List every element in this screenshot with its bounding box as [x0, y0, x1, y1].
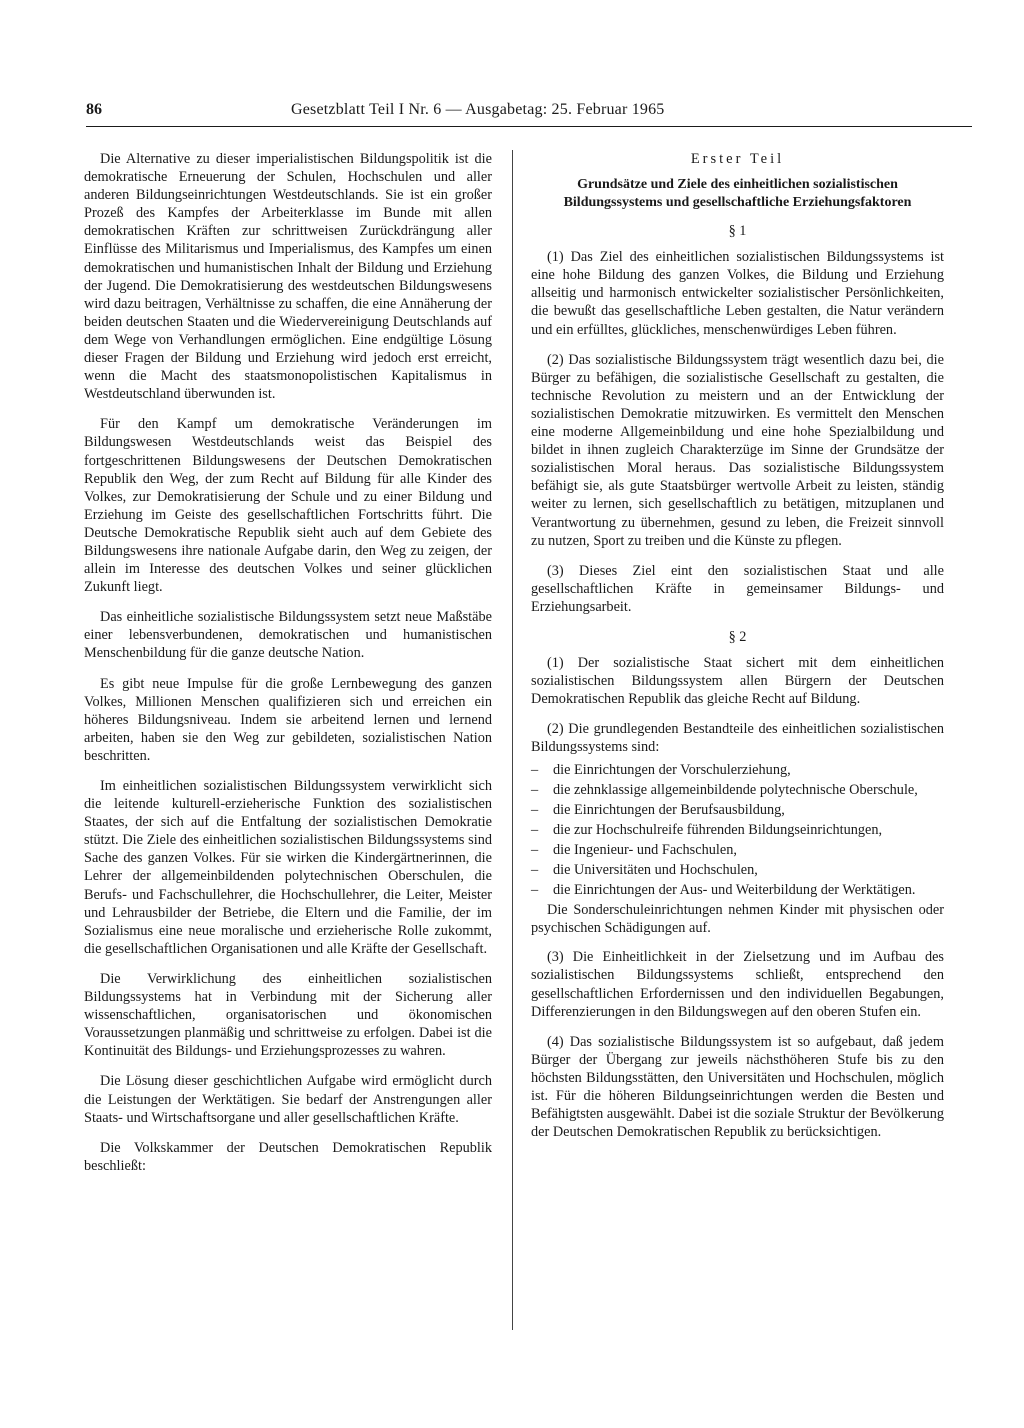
left-column [84, 150, 492, 1348]
section-mark-1: § 1 [728, 223, 747, 240]
list-item: – die Universitäten und Hochschulen, [531, 861, 944, 879]
page-number: 86 [86, 101, 102, 118]
list-item: – die Einrichtungen der Aus- und Weiterbildung der Werktätigen. [531, 881, 944, 899]
paragraph: (3) Die Einheitlichkeit in der Zielsetzung und im Aufbau des sozialistischen Bildungssystems schließt, entsprechend den gesellschaftlichen Erfordernissen und den individuellen Begabungen, Differenzierungen in den Bildungswegen auf den oberen Stufen ein. [531, 949, 944, 1020]
paragraph: Das einheitliche sozialistische Bildungssystem setzt neue Maßstäbe einer lebensverbundenen, demokratischen und humanistischen Menschenbildung für die ganze deutsche Nation. [84, 609, 492, 662]
header-title: Gesetzblatt Teil I Nr. 6 — Ausgabetag: 25. Februar 1965 [291, 101, 665, 118]
paragraph: Im einheitlichen sozialistischen Bildungssystem verwirklicht sich die leitende kulturell-erzieherische Funktion des sozialistischen Staates, der sich auf die Entfaltung der sozialistischen Demokratie stützt. Die Ziele des einheitlichen sozialistischen Bildungssystems sind Sache des ganzen Volkes. Für sie wirken die Kindergärtnerinnen, die Lehrer der allgemeinbildenden polytechnischen Oberschulen, die Berufs- und Fachschullehrer, die Hochschullehrer, die Leiter, Meister und Lehrausbilder der Betriebe, die Eltern und die Familie, der im Sozialismus eine neue moralische und erzieherische Rolle zukommt, die gesellschaftlichen Organisationen und alle Kräfte der Gesellschaft. [84, 778, 492, 957]
part-title: Grundsätze und Ziele des einheitlichen sozialistischen Bildungssystems und gesellschaftliche Erziehungsfaktoren [563, 177, 912, 211]
part-heading: Erster Teil [690, 151, 785, 167]
paragraph: (2) Das sozialistische Bildungssystem trägt wesentlich dazu bei, die Bürger zu befähigen, die sozialistische Gesellschaft zu gestalten, die technische Revolution zu meistern und an der Entwicklung der sozialistischen Demokratie mitzuwirken. Es vermittelt den Menschen eine moderne Allgemeinbildung und eine hohe Spezialbildung und bildet in ihnen zugleich Charakterzüge im Sinne der Grundsätze der sozialistischen Moral heraus. Das sozialistische Bildungssystem befähigt sie, als gute Staatsbürger wertvolle Arbeit zu leisten, ständig weiter zu lernen, sich gesellschaftlich zu betätigen, mitzuplanen und Verantwortung zu übernehmen, gesund zu leben, die Freizeit sinnvoll zu nutzen, Sport zu treiben und die Künste zu pflegen. [531, 351, 944, 549]
list-item: – die zehnklassige allgemeinbildende polytechnische Oberschule, [531, 781, 944, 799]
paragraph: (2) Die grundlegenden Bestandteile des einheitlichen sozialistischen Bildungssystems sind: [531, 721, 944, 756]
paragraph: Die Sonderschuleinrichtungen nehmen Kinder mit physischen oder psychischen Schädigungen auf. [531, 902, 944, 937]
paragraph: Die Lösung dieser geschichtlichen Aufgabe wird ermöglicht durch die Leistungen der Werktätigen. Sie bedarf der Anstrengungen aller Staats- und Wirtschaftsorgane und aller gesellschaftlichen Kräfte. [84, 1073, 492, 1126]
paragraph: Die Verwirklichung des einheitlichen sozialistischen Bildungssystems hat in Verbindung mit der Sicherung aller wissenschaftlichen, organisatorischen und ökonomischen Voraussetzungen planmäßig und schrittweise zu erfolgen. Dabei ist die Kontinuität des Bildungs- und Erziehungsprozesses zu wahren. [84, 970, 492, 1060]
column-divider [512, 150, 513, 1330]
paragraph: (1) Der sozialistische Staat sichert mit dem einheitlichen sozialistischen Bildungssystem allen Bürgern der Deutschen Demokratischen Republik das gleiche Recht auf Bildung. [531, 655, 944, 708]
paragraph: Die Volkskammer der Deutschen Demokratischen Republik beschließt: [84, 1139, 492, 1174]
list-item: – die Einrichtungen der Vorschulerziehung, [531, 761, 944, 779]
page-header [86, 100, 972, 127]
paragraph: Die Alternative zu dieser imperialistischen Bildungspolitik ist die demokratische Erneuerung der Schulen, Hochschulen und aller anderen Bildungseinrichtungen Westdeutschlands. Sie ist ein großer Prozeß des Kampfes der Arbeiterklasse im Bunde mit allen demokratischen Kräften zur schrittweisen Zurückdrängung aller Einflüsse des Militarismus und Imperialismus, des Kampfes um einen demokratischen und humanistischen Inhalt der Bildung und Erziehung der Jugend. Die Demokratisierung des westdeutschen Bildungswesens wird dazu beitragen, Verhältnisse zu schaffen, die eine Annäherung der beiden deutschen Staaten und die Wiedervereinigung Deutschlands auf dem Wege von Verhandlungen ermöglichen. Eine endgültige Lösung dieser Fragen der Bildung und Erziehung wird jedoch erst erreicht, wenn die Macht des staatsmonopolistischen Kapitalismus in Westdeutschland überwunden ist. [84, 151, 492, 403]
list-item: – die Einrichtungen der Berufsausbildung, [531, 801, 944, 819]
paragraph: (3) Dieses Ziel eint den sozialistischen Staat und alle gesellschaftlichen Kräfte in gemeinsamer Bildungs- und Erziehungsarbeit. [531, 562, 944, 615]
component-list [531, 761, 944, 900]
paragraph: (4) Das sozialistische Bildungssystem ist so aufgebaut, daß jedem Bürger der Übergang zur jeweils nächsthöheren Stufe bis zu den höchsten Bildungsstätten, den Universitäten und Hochschulen, möglich ist. Für die höheren Bildungseinrichtungen werden die Besten und Befähigtsten ausgewählt. Dabei ist die soziale Struktur der Bevölkerung der Deutschen Demokratischen Republik zu berücksichtigen. [531, 1033, 944, 1141]
right-column [531, 150, 944, 1348]
paragraph: (1) Das Ziel des einheitlichen sozialistischen Bildungssystems ist eine hohe Bildung des ganzen Volkes, die Bildung und Erziehung allseitig und harmonisch entwickelter sozialistischer Persönlichkeiten, die bewußt das gesellschaftliche Leben gestalten, die Natur verändern und ein erfülltes, glückliches, menschenwürdiges Leben führen. [531, 249, 944, 338]
section-mark-2: § 2 [728, 628, 747, 645]
list-item: – die Ingenieur- und Fachschulen, [531, 841, 944, 859]
paragraph: Es gibt neue Impulse für die große Lernbewegung des ganzen Volkes, Millionen Menschen qualifizieren sich und erreichen ein höheres Bildungsniveau. Indem sie arbeitend lernen und lernend arbeiten, haben sie den Weg zur gebildeten, sozialistischen Nation beschritten. [84, 675, 492, 764]
paragraph: Für den Kampf um demokratische Veränderungen im Bildungswesen Westdeutschlands weist das Beispiel des fortgeschrittenen Bildungswesens der Deutschen Demokratischen Republik den Weg, der zum Recht auf Bildung für alle Kinder des Volkes, zur Demokratisierung der Schule und zu einer Bildung und Erziehung im Geiste des gesellschaftlichen Fortschritts führt. Die Deutsche Demokratische Republik sieht auch auf dem Gebiete des Bildungswesens ihre nationale Aufgabe darin, den Weg zu zeigen, der allein im Interesse des deutschen Volkes und seiner glücklichen Zukunft liegt. [84, 416, 492, 596]
list-item: – die zur Hochschulreife führenden Bildungseinrichtungen, [531, 821, 944, 839]
